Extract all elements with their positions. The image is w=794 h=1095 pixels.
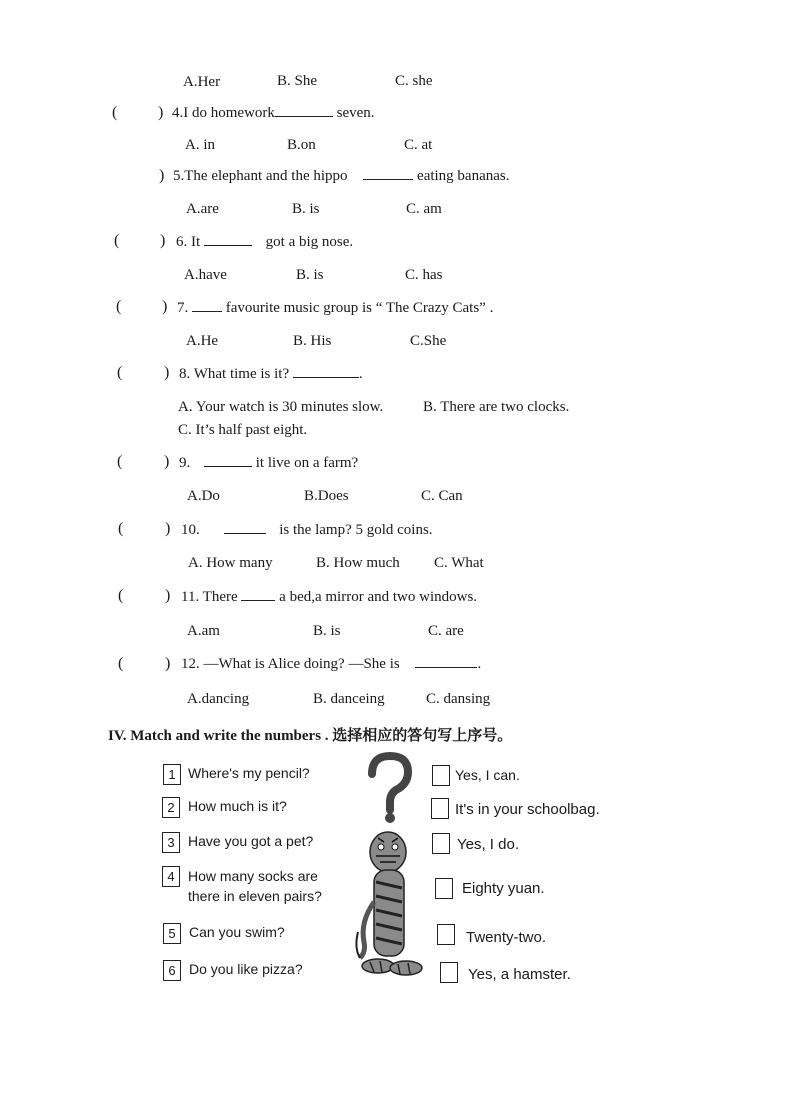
question-number-box: 3 bbox=[162, 832, 180, 853]
q11-text-after: a bed,a mirror and two windows. bbox=[279, 589, 478, 605]
q5-answer-paren-close: ) bbox=[159, 167, 165, 184]
q12-text-after: . bbox=[477, 656, 482, 672]
q11-option-a: A.am bbox=[187, 623, 220, 639]
section-title: IV. Match and write the numbers . 选择相应的答句写上序号。 bbox=[108, 728, 513, 744]
question-number-box: 4 bbox=[162, 866, 180, 887]
q9-blank bbox=[204, 466, 252, 467]
q8-option-a: A. Your watch is 30 minutes slow. bbox=[178, 399, 384, 415]
q4-text-after: seven. bbox=[336, 105, 375, 121]
q10-option-c: C. What bbox=[434, 555, 484, 571]
q9-answer-paren-close: ) bbox=[164, 453, 170, 470]
q3-option-a: A.Her bbox=[183, 74, 221, 90]
answer-checkbox[interactable] bbox=[437, 924, 455, 945]
q6-stem bbox=[176, 234, 353, 251]
q7-option-b: B. His bbox=[293, 333, 332, 349]
q4-stem bbox=[172, 105, 375, 122]
q7-blank bbox=[192, 311, 222, 312]
match-question: How much is it? bbox=[188, 798, 287, 814]
q9-text-after: it live on a farm? bbox=[255, 455, 359, 471]
q6-option-c: C. has bbox=[405, 267, 443, 283]
question-number-box: 2 bbox=[162, 797, 180, 818]
q7-answer-paren-close: ) bbox=[162, 298, 168, 315]
q12-text-before: 12. —What is Alice doing? —She is bbox=[181, 656, 400, 672]
q10-answer-paren-close: ) bbox=[165, 520, 171, 537]
q3-option-b: B. She bbox=[277, 73, 318, 89]
q10-blank bbox=[224, 533, 266, 534]
q3-option-c: C. she bbox=[395, 73, 433, 89]
q5-option-b: B. is bbox=[292, 201, 320, 217]
q5-option-a: A.are bbox=[186, 201, 219, 217]
q11-text-before: 11. There bbox=[181, 589, 238, 605]
q8-option-b: B. There are two clocks. bbox=[423, 399, 570, 415]
q12-blank bbox=[415, 667, 477, 668]
q11-blank bbox=[241, 600, 275, 601]
q10-text-before: 10. bbox=[181, 522, 200, 538]
q5-option-c: C. am bbox=[406, 201, 442, 217]
q8-answer-paren-close: ) bbox=[164, 364, 170, 381]
q10-option-a: A. How many bbox=[188, 555, 273, 571]
q6-text-after: got a big nose. bbox=[265, 234, 354, 250]
match-question: Can you swim? bbox=[189, 924, 285, 940]
q8-stem bbox=[179, 366, 363, 383]
q12-option-b: B. danceing bbox=[313, 691, 385, 707]
q4-answer-paren-open: ( bbox=[112, 104, 118, 121]
q6-option-a: A.have bbox=[184, 267, 227, 283]
match-question: Do you like pizza? bbox=[189, 961, 303, 977]
q11-option-c: C. are bbox=[428, 623, 464, 639]
q11-answer-paren-open: ( bbox=[118, 587, 124, 604]
answer-checkbox[interactable] bbox=[431, 798, 449, 819]
q7-stem bbox=[177, 300, 493, 317]
q5-stem bbox=[173, 168, 510, 185]
match-answer: Eighty yuan. bbox=[462, 880, 545, 897]
match-question-line2: there in eleven pairs? bbox=[188, 888, 322, 904]
match-question: How many socks are bbox=[188, 868, 318, 884]
q8-answer-paren-open: ( bbox=[117, 364, 123, 381]
q7-text-before: 7. bbox=[177, 300, 189, 316]
q8-blank bbox=[293, 377, 359, 378]
match-answer: Yes, I do. bbox=[457, 836, 519, 853]
match-answer: It's in your schoolbag. bbox=[455, 801, 600, 818]
q9-option-c: C. Can bbox=[421, 488, 463, 504]
answer-checkbox[interactable] bbox=[435, 878, 453, 899]
q4-answer-paren-close: ) bbox=[158, 104, 164, 121]
q8-text-before: 8. What time is it? bbox=[179, 366, 290, 382]
q10-option-b: B. How much bbox=[316, 555, 400, 571]
q6-blank bbox=[204, 245, 252, 246]
answer-checkbox[interactable] bbox=[432, 765, 450, 786]
q12-option-c: C. dansing bbox=[426, 691, 491, 707]
q10-answer-paren-open: ( bbox=[118, 520, 124, 537]
q9-answer-paren-open: ( bbox=[117, 453, 123, 470]
q10-stem bbox=[181, 522, 433, 539]
q8-text-after: . bbox=[358, 366, 363, 382]
answer-checkbox[interactable] bbox=[440, 962, 458, 983]
q5-blank bbox=[363, 179, 413, 180]
q11-stem bbox=[181, 589, 477, 606]
q9-stem bbox=[179, 455, 358, 472]
match-question: Have you got a pet? bbox=[188, 833, 314, 849]
q9-text-before: 9. bbox=[179, 455, 191, 471]
match-answer: Yes, I can. bbox=[455, 767, 520, 783]
question-number-box: 6 bbox=[163, 960, 181, 981]
q12-stem bbox=[181, 656, 481, 673]
q12-option-a: A.dancing bbox=[187, 691, 250, 707]
q6-option-b: B. is bbox=[296, 267, 324, 283]
q9-option-b: B.Does bbox=[304, 488, 349, 504]
q12-answer-paren-open: ( bbox=[118, 655, 124, 672]
q7-option-a: A.He bbox=[186, 333, 219, 349]
tiger-question-mark-illustration bbox=[350, 752, 428, 984]
q6-answer-paren-close: ) bbox=[160, 232, 166, 249]
answer-checkbox[interactable] bbox=[432, 833, 450, 854]
q12-answer-paren-close: ) bbox=[165, 655, 171, 672]
q10-text-after: is the lamp? 5 gold coins. bbox=[279, 522, 433, 538]
q5-text-before: 5.The elephant and the hippo bbox=[173, 168, 348, 184]
q6-text-before: 6. It bbox=[176, 234, 201, 250]
q9-option-a: A.Do bbox=[187, 488, 220, 504]
q7-answer-paren-open: ( bbox=[116, 298, 122, 315]
q4-blank bbox=[275, 116, 333, 117]
match-answer: Twenty-two. bbox=[466, 929, 547, 946]
q4-option-a: A. in bbox=[185, 137, 215, 153]
q4-text-before: 4.I do homework bbox=[172, 105, 275, 121]
q7-text-after: favourite music group is “ The Crazy Cats” . bbox=[225, 300, 494, 316]
q8-option-c: C. It’s half past eight. bbox=[178, 422, 308, 438]
q4-option-b: B.on bbox=[287, 137, 316, 153]
q7-option-c: C.She bbox=[410, 333, 447, 349]
q5-text-after: eating bananas. bbox=[417, 168, 510, 184]
q4-option-c: C. at bbox=[404, 137, 433, 153]
q11-option-b: B. is bbox=[313, 623, 341, 639]
question-number-box: 5 bbox=[163, 923, 181, 944]
match-answer: Yes, a hamster. bbox=[468, 966, 571, 983]
q11-answer-paren-close: ) bbox=[165, 587, 171, 604]
question-number-box: 1 bbox=[163, 764, 181, 785]
match-question: Where's my pencil? bbox=[188, 765, 310, 781]
q6-answer-paren-open: ( bbox=[114, 232, 120, 249]
